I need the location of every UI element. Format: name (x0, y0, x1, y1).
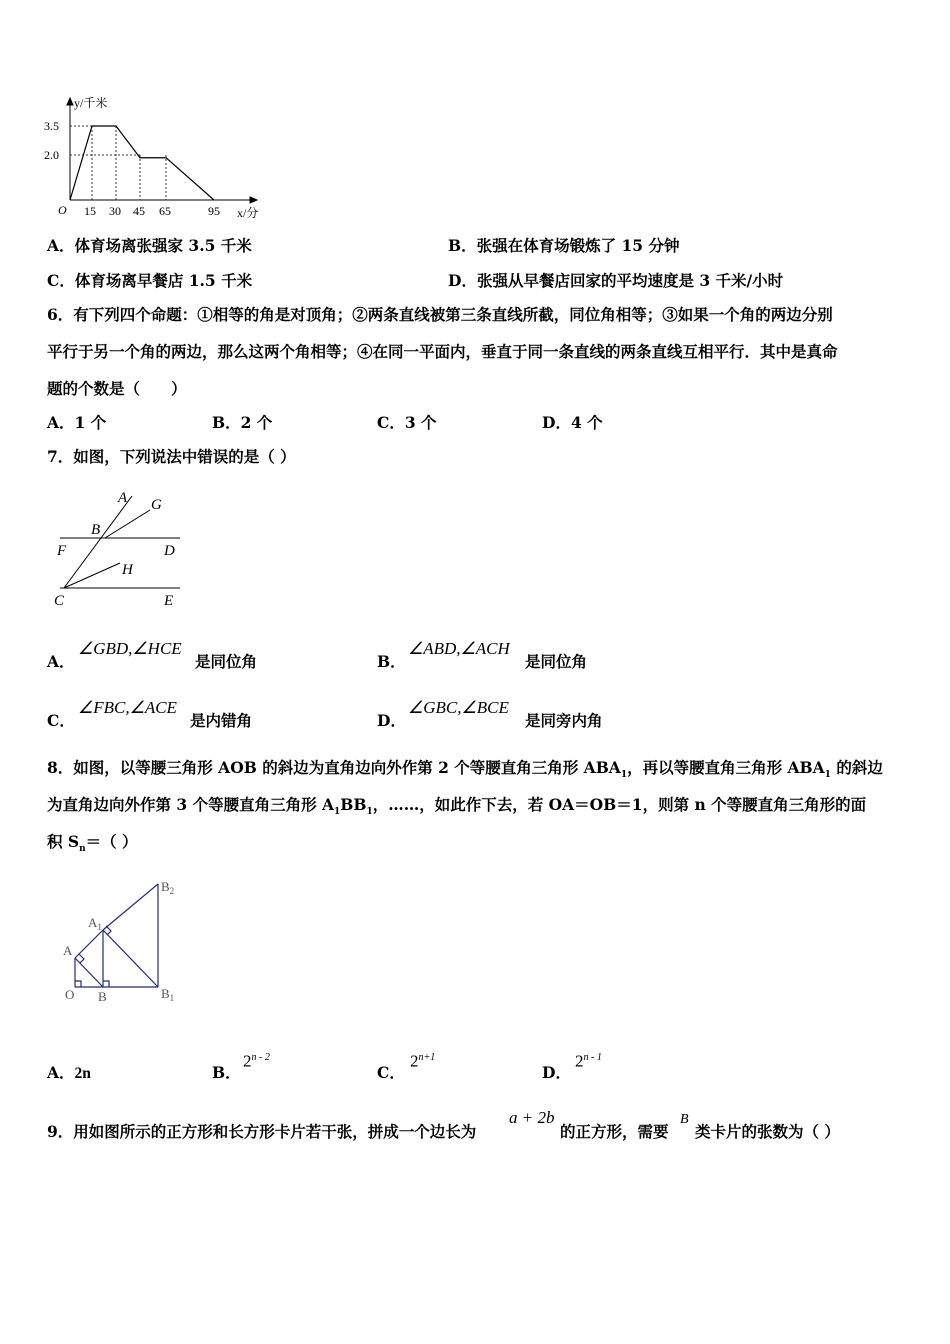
y-tick-label: 3.5 (44, 119, 59, 133)
x-tick-label: 95 (208, 204, 220, 218)
label-D: D (164, 543, 175, 559)
x-axis-label: x/分 (237, 206, 259, 220)
q5-option-d: D．张强从早餐店回家的平均速度是 3 千米/小时 (448, 271, 784, 290)
q9-math-card: B (680, 1112, 689, 1127)
q8-figure (60, 878, 200, 1008)
right-angle-mark (75, 981, 81, 987)
q9-math-side: a + 2b (509, 1108, 555, 1127)
q6-stem-line3: 题的个数是（ ） (47, 379, 187, 398)
label-A1: $A_1$ (88, 915, 102, 932)
q7-option-c-math: ∠FBC,∠ACE (78, 698, 177, 717)
q8-option-b-letter: B． (212, 1063, 241, 1082)
q6-option-a: A．1 个 (47, 413, 107, 432)
label-A: A (63, 943, 73, 958)
segment-AB (75, 958, 103, 987)
q7-option-b-text: 是同位角 (525, 652, 588, 671)
segment-AA1 (75, 930, 103, 958)
q7-option-b-letter: B． (377, 652, 406, 671)
q7-option-a-text: 是同位角 (195, 652, 258, 671)
y-axis-arrow (67, 98, 73, 105)
q8-option-a-value: 2n (74, 1065, 91, 1082)
q8-stem-line3: 积 $S_n=$（ ） (47, 832, 138, 855)
label-E: E (164, 593, 174, 609)
label-B2: $B_2$ (161, 879, 175, 896)
y-axis-label: y/千米 (74, 96, 108, 110)
q7-option-d-math: ∠GBC,∠BCE (408, 698, 509, 717)
label-C: C (54, 593, 65, 609)
label-B: B (91, 522, 101, 538)
q9-stem-pre: 9．用如图所示的正方形和长方形卡片若干张，拼成一个边长为 (47, 1122, 477, 1141)
q9-stem-post: 类卡片的张数为（ ） (695, 1122, 840, 1141)
y-tick-label: 2.0 (44, 148, 59, 162)
q6-stem-line1: 6．有下列四个命题：①相等的角是对顶角；②两条直线被第三条直线所截，同位角相等；③如果一个角的两边分别 (47, 305, 833, 324)
segment-A1B1 (103, 930, 158, 987)
q7-option-c-text: 是内错角 (190, 711, 253, 730)
right-angle-mark (103, 981, 109, 987)
q8-option-a: A．2n (47, 1063, 91, 1082)
q7-option-d-text: 是同旁内角 (525, 711, 603, 730)
q6-option-d: D．4 个 (542, 413, 603, 432)
q7-stem: 7．如图，下列说法中错误的是（ ） (47, 447, 296, 466)
q9-stem-mid: 的正方形，需要 (560, 1122, 669, 1141)
q8-option-d-math: 2$^{n - 1}$ (575, 1051, 602, 1071)
q5-option-b: B．张强在体育场锻炼了 15 分钟 (448, 236, 680, 255)
q7-option-b-math: ∠ABD,∠ACH (408, 639, 510, 658)
q7-option-c-letter: C． (47, 711, 75, 730)
q7-option-a-letter: A． (47, 652, 75, 671)
x-tick-label: 15 (84, 204, 96, 218)
x-tick-label: 30 (109, 204, 121, 218)
label-B1: $B_1$ (161, 986, 175, 1003)
label-G: G (151, 497, 162, 513)
q6-option-b: B．2 个 (212, 413, 273, 432)
label-O: O (65, 987, 75, 1002)
x-axis-arrow (250, 197, 257, 203)
ray-CH (64, 563, 120, 588)
q8-stem-line2: 为直角边向外作第 3 个等腰直角三角形 $A_1BB_1$，……，如此作下去，若 OA＝OB＝1，则第 n 个等腰直角三角形的面 (47, 795, 867, 818)
q5-option-c: C．体育场离早餐店 1.5 千米 (47, 271, 253, 290)
q8-option-c-letter: C． (377, 1063, 405, 1082)
q8-stem-line1: 8．如图，以等腰三角形 AOB 的斜边为直角边向外作第 2 个等腰直角三角形 $ABA_1$，再以等腰直角三角形 $ABA_1$ 的斜边 (47, 758, 883, 781)
q6-stem-line2: 平行于另一个角的两边，那么这两个角相等；④在同一平面内，垂直于同一条直线的两条直线互相平行．其中是真命 (47, 342, 838, 361)
q5-option-a: A．体育场离张强家 3.5 千米 (47, 236, 252, 255)
q8-option-d-letter: D． (542, 1063, 571, 1082)
q7-option-d-letter: D． (377, 711, 406, 730)
segment-A1B2 (103, 884, 158, 930)
q8-option-b-math: 2$^{n - 2}$ (243, 1051, 270, 1071)
q6-option-c: C．3 个 (377, 413, 437, 432)
label-B: B (98, 989, 107, 1004)
q8-option-c-math: $2^{n+1}$ (410, 1051, 436, 1071)
label-F: F (57, 543, 67, 559)
label-H: H (122, 562, 133, 578)
right-angle-mark (79, 954, 84, 963)
x-tick-label: 65 (159, 204, 171, 218)
label-A: A (118, 490, 128, 506)
q7-option-a-math: ∠GBD,∠HCE (78, 639, 182, 658)
q5-distance-time-graph (40, 95, 280, 225)
x-tick-label: 45 (133, 204, 145, 218)
origin-label: O (58, 203, 67, 217)
q7-figure (50, 488, 200, 613)
